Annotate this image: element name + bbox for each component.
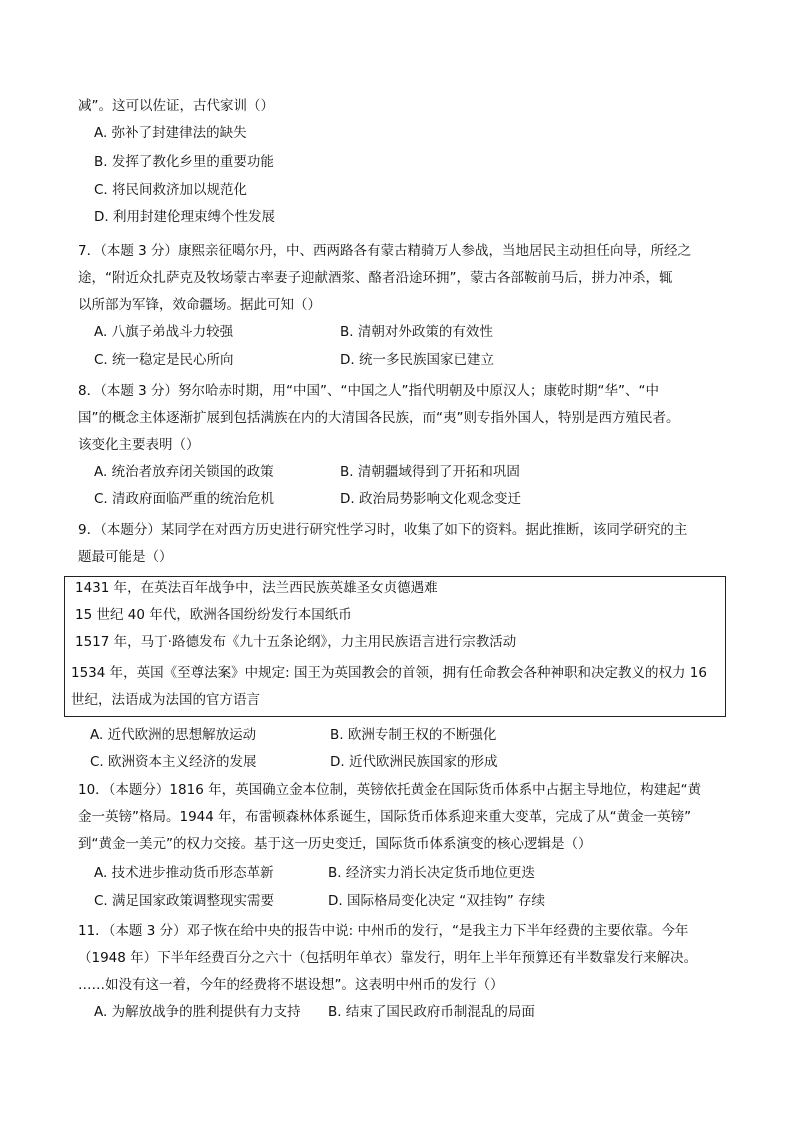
q9-option-d[interactable]: D. 近代欧洲民族国家的形成 — [330, 754, 498, 770]
q9-material-5: 世纪，法语成为法国的官方语言 — [71, 692, 260, 708]
q6-option-b[interactable]: B. 发挥了教化乡里的重要功能 — [94, 154, 274, 170]
q9-material-1: 1431 年，在英法百年战争中，法兰西民族英雄圣女贞德遇难 — [75, 580, 438, 596]
q9-material-3: 1517 年，马丁·路德发布《九十五条论纲》，力主用民族语言进行宗教活动 — [75, 634, 517, 650]
q7-stem-line-2: 途，“附近众扎萨克及牧场蒙古率妻子迎献酒浆、酪者沿途环拥”，蒙古各部鞍前马后，拼力冲杀，辄 — [78, 270, 673, 286]
q11-stem-line-2: （1948 年）下半年经费百分之六十（包括明年单衣）靠发行，明年上半年预算还有半数靠发行来解决。 — [78, 950, 698, 966]
q6-option-a[interactable]: A. 弥补了封建律法的缺失 — [94, 125, 247, 141]
q9-option-b[interactable]: B. 欧洲专制王权的不断强化 — [330, 727, 497, 743]
q11-stem-line-3: ……如没有这一着，今年的经费将不堪设想”。这表明中州币的发行（） — [78, 977, 504, 993]
q8-option-c[interactable]: C. 清政府面临严重的统治危机 — [94, 491, 275, 507]
q9-material-2: 15 世纪 40 年代，欧洲各国纷纷发行本国纸币 — [75, 607, 352, 623]
q8-stem-line-2: 国”的概念主体逐渐扩展到包括满族在内的大清国各民族，而“夷”则专指外国人，特别是西方殖民者。 — [78, 410, 680, 426]
q11-option-a[interactable]: A. 为解放战争的胜利提供有力支持 — [94, 1004, 301, 1020]
q6-option-d[interactable]: D. 利用封建伦理束缚个性发展 — [94, 209, 275, 225]
q9-material-4: 1534 年，英国《至尊法案》中规定: 国王为英国教会的首领，拥有任命教会各种神职和决定教义的权力 16 — [71, 665, 707, 681]
q7-option-b[interactable]: B. 清朝对外政策的有效性 — [340, 324, 493, 340]
q8-option-a[interactable]: A. 统治者放弃闭关锁国的政策 — [94, 464, 274, 480]
q10-option-c[interactable]: C. 满足国家政策调整现实需要 — [94, 893, 275, 909]
q10-option-d[interactable]: D. 国际格局变化决定 “双挂钩” 存续 — [328, 893, 546, 909]
q9-stem-line-1: 9．（本题分）某同学在对西方历史进行研究性学习时，收集了如下的资料。据此推断，该同学研究的主 — [78, 522, 688, 538]
q8-stem-line-3: 该变化主要表明（） — [78, 437, 200, 453]
q7-option-a[interactable]: A. 八旗子弟战斗力较强 — [94, 324, 234, 340]
q6-stem-tail: 减”。这可以佐证，古代家训（） — [78, 98, 274, 114]
q10-option-b[interactable]: B. 经济实力消长决定货币地位更迭 — [328, 865, 535, 881]
q9-stem-line-2: 题最可能是（） — [78, 549, 173, 565]
q10-stem-line-2: 金一英镑”格局。1944 年，布雷顿森林体系诞生，国际货币体系迎来重大变革，完成了从“黄金一英镑” — [78, 809, 692, 825]
q7-stem-line-3: 以所部为军锋，效命疆场。据此可知（） — [78, 297, 321, 313]
q8-stem-line-1: 8．（本题 3 分）努尔哈赤时期，用“中国”、“中国之人”指代明朝及中原汉人；康乾时期“华”、“中 — [78, 383, 659, 399]
q9-material-box — [64, 576, 726, 717]
q8-option-b[interactable]: B. 清朝疆域得到了开拓和巩固 — [340, 464, 520, 480]
q7-option-c[interactable]: C. 统一稳定是民心所向 — [94, 352, 234, 368]
q10-stem-line-1: 10．（本题分）1816 年，英国确立金本位制，英镑依托黄金在国际货币体系中占据主导地位，构建起“黄 — [78, 782, 702, 798]
q10-option-a[interactable]: A. 技术进步推动货币形态革新 — [94, 865, 274, 881]
q6-option-c[interactable]: C. 将民间救济加以规范化 — [94, 182, 248, 198]
q8-option-d[interactable]: D. 政治局势影响文化观念变迁 — [340, 491, 521, 507]
q7-stem-line-1: 7．（本题 3 分）康熙亲征噶尔丹，中、西两路各有蒙古精骑万人参战，当地居民主动担任向导，所经之 — [78, 243, 692, 259]
q9-option-c[interactable]: C. 欧洲资本主义经济的发展 — [90, 754, 257, 770]
q7-option-d[interactable]: D. 统一多民族国家已建立 — [340, 352, 494, 368]
q9-option-a[interactable]: A. 近代欧洲的思想解放运动 — [90, 727, 257, 743]
q10-stem-line-3: 到“黄金一美元”的权力交接。基于这一历史变迁，国际货币体系演变的核心逻辑是（） — [78, 836, 592, 852]
q11-option-b[interactable]: B. 结束了国民政府币制混乱的局面 — [328, 1004, 535, 1020]
q11-stem-line-1: 11．（本题 3 分）邓子恢在给中央的报告中说: 中州币的发行，“是我主力下半年经费的主要依靠。今年 — [78, 923, 689, 939]
